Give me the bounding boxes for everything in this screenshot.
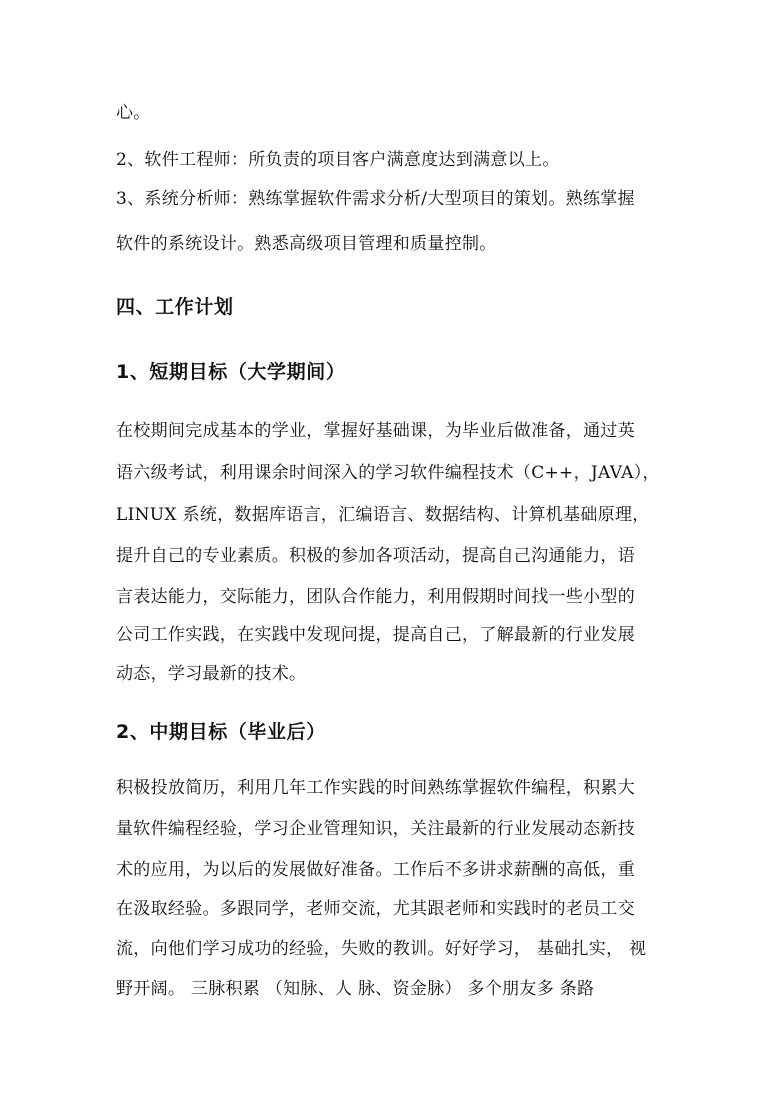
paragraph-line: 言表达能力，交际能力，团队合作能力，利用假期时间找一些小型的 [116, 587, 635, 607]
paragraph-line: 野开阔。 三脉积累 （知脉、人 脉、资金脉） 多个朋友多 条路 [116, 979, 595, 999]
paragraph-line: 在校期间完成基本的学业，掌握好基础课，为毕业后做准备，通过英 [116, 421, 635, 441]
paragraph-line: 心。 [116, 103, 151, 123]
subsection-heading: 2、中期目标（毕业后） [116, 721, 326, 743]
paragraph-line: 公司工作实践，在实践中发现问提，提高自己，了解最新的行业发展 [116, 625, 635, 645]
paragraph-line: LINUX 系统，数据库语言，汇编语言、数据结构、计算机基础原理， [116, 505, 650, 525]
subsection-heading: 1、短期目标（大学期间） [116, 361, 346, 383]
paragraph-line: 量软件编程经验，学习企业管理知识，关注最新的行业发展动态新技 [116, 819, 635, 839]
paragraph-line: 在汲取经验。多跟同学，老师交流，尤其跟老师和实践时的老员工交 [116, 899, 635, 919]
paragraph-line: 动态，学习最新的技术。 [116, 664, 307, 684]
paragraph-line: 积极投放简历，利用几年工作实践的时间熟练掌握软件编程，积累大 [116, 778, 635, 798]
paragraph-line: 2、软件工程师：所负责的项目客户满意度达到满意以上。 [116, 150, 560, 170]
paragraph-line: 术的应用，为以后的发展做好准备。工作后不多讲求薪酬的高低，重 [116, 860, 635, 880]
paragraph-line: 语六级考试，利用课余时间深入的学习软件编程技术（C++，JAVA）， [116, 463, 660, 483]
paragraph-line: 软件的系统设计。熟悉高级项目管理和质量控制。 [116, 234, 497, 254]
paragraph-line: 流，向他们学习成功的经验，失败的教训。好好学习， 基础扎实， 视 [116, 939, 647, 959]
section-heading: 四、工作计划 [116, 296, 234, 318]
paragraph-line: 提升自己的专业素质。积极的参加各项活动，提高自己沟通能力，语 [116, 546, 635, 566]
paragraph-line: 3、系统分析师：熟练掌握软件需求分析/大型项目的策划。熟练掌握 [116, 189, 635, 209]
